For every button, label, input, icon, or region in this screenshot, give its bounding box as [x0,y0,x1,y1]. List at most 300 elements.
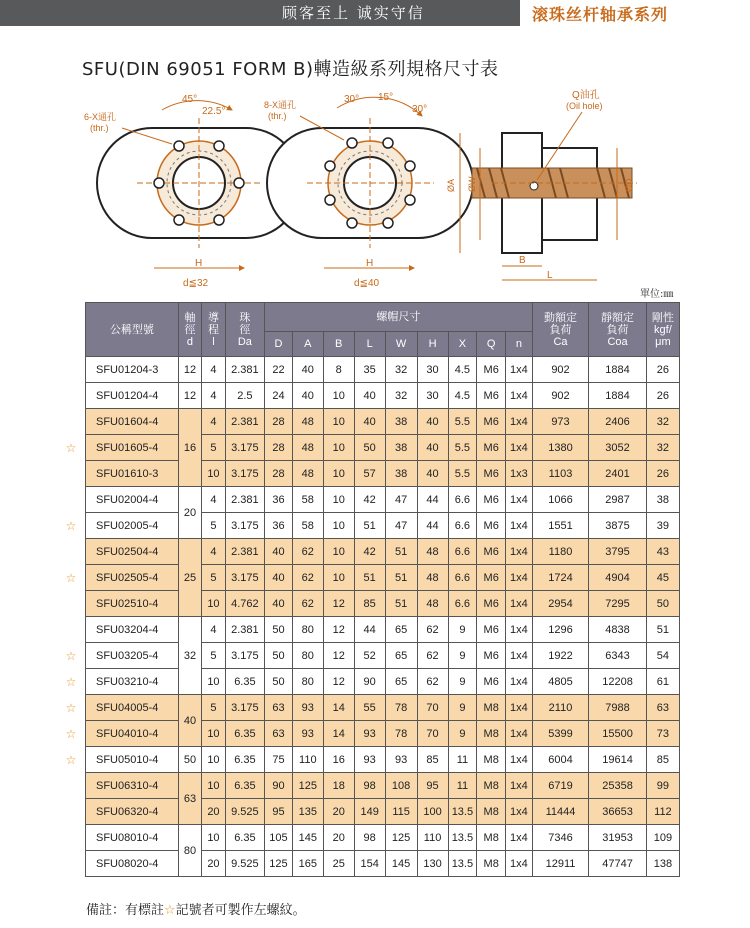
shaft-diameter-cell: 20 [178,487,201,539]
nut-dim-cell-x: 6.6 [448,591,477,617]
nut-dim-cell-a: 48 [292,435,323,461]
angle-label: 45° [182,94,198,105]
lead-cell: 10 [202,825,225,851]
holes-label: 8-X通孔 [264,100,297,110]
table-row [86,435,680,461]
lead-cell: 4 [202,487,225,513]
nut-dim-cell-n: 1x4 [506,487,533,513]
nut-dim-cell-d: 63 [265,721,293,747]
nut-dim-cell-l: 42 [354,487,385,513]
nut-dim-cell-n: 1x4 [506,435,533,461]
rigidity-cell: 85 [646,747,679,773]
nut-dim-cell-a: 80 [292,617,323,643]
nut-dim-cell-d: 125 [265,851,293,877]
nut-dim-cell-h: 30 [417,357,448,383]
rigidity-cell: 51 [646,617,679,643]
nut-dim-cell-q: M8 [477,799,506,825]
static-load-cell: 2401 [589,461,647,487]
nut-dim-cell-h: 48 [417,565,448,591]
nut-dim-cell-w: 78 [385,721,417,747]
dim-h-label: H [195,258,203,269]
nut-dim-cell-a: 48 [292,461,323,487]
ball-diameter-cell: 2.381 [225,617,264,643]
nut-dim-cell-a: 40 [292,383,323,409]
nut-dim-cell-d: 50 [265,669,293,695]
nut-dim-cell-b: 12 [323,669,354,695]
model-cell: SFU01605-4 [86,435,179,461]
lead-cell: 5 [202,435,225,461]
unit-label: 單位:㎜ [640,289,674,300]
static-load-cell: 3795 [589,539,647,565]
table-row [86,487,680,513]
nut-dim-cell-b: 12 [323,591,354,617]
static-load-cell: 19614 [589,747,647,773]
header-col-x: X [448,332,477,357]
table-row [86,851,680,877]
model-cell: SFU05010-4 [86,747,179,773]
dim-b-label: B [519,255,526,266]
nut-dim-cell-b: 10 [323,461,354,487]
nut-dim-cell-a: 145 [292,825,323,851]
nut-dim-cell-x: 5.5 [448,435,477,461]
nut-dim-cell-n: 1x4 [506,591,533,617]
nut-dim-cell-w: 65 [385,669,417,695]
table-row [86,513,680,539]
technical-drawing [82,88,642,288]
dynamic-load-cell: 1180 [532,539,589,565]
header-ball: 珠 徑 Da [225,303,264,357]
ball-diameter-cell: 6.35 [225,669,264,695]
nut-dim-cell-l: 55 [354,695,385,721]
table-row [86,539,680,565]
shaft-diameter-cell: 25 [178,539,201,617]
model-cell: SFU08020-4 [86,851,179,877]
nut-dim-cell-l: 93 [354,747,385,773]
nut-dim-cell-b: 20 [323,799,354,825]
table-row [86,565,680,591]
nut-dim-cell-h: 44 [417,513,448,539]
star-icon: ☆ [65,518,77,533]
nut-dim-cell-l: 42 [354,539,385,565]
nut-dim-cell-a: 165 [292,851,323,877]
nut-dim-cell-x: 6.6 [448,539,477,565]
nut-dim-cell-x: 6.6 [448,513,477,539]
ball-diameter-cell: 9.525 [225,799,264,825]
dynamic-load-cell: 2110 [532,695,589,721]
holes-label: 6-X通孔 [84,112,117,122]
rigidity-cell: 38 [646,487,679,513]
footnote: 備註：有標註☆記號者可製作左螺紋。 [86,903,306,918]
model-cell: SFU03210-4 [86,669,179,695]
nut-dim-cell-n: 1x4 [506,617,533,643]
shaft-diameter-cell: 32 [178,617,201,695]
dim-d-label: d≦32 [183,278,209,288]
dynamic-load-cell: 11444 [532,799,589,825]
dynamic-load-cell: 902 [532,357,589,383]
table-row [86,591,680,617]
nut-dim-cell-x: 13.5 [448,799,477,825]
rigidity-cell: 61 [646,669,679,695]
static-load-cell: 4838 [589,617,647,643]
rigidity-cell: 99 [646,773,679,799]
rigidity-cell: 109 [646,825,679,851]
nut-dim-cell-q: M8 [477,825,506,851]
ball-diameter-cell: 3.175 [225,435,264,461]
nut-dim-cell-w: 108 [385,773,417,799]
nut-dim-cell-q: M6 [477,565,506,591]
nut-dim-cell-b: 12 [323,643,354,669]
nut-dim-cell-a: 58 [292,487,323,513]
star-icon: ☆ [65,700,77,715]
nut-dim-cell-d: 50 [265,643,293,669]
dynamic-load-cell: 1724 [532,565,589,591]
nut-dim-cell-x: 11 [448,773,477,799]
nut-dim-cell-d: 22 [265,357,293,383]
nut-dim-cell-d: 36 [265,487,293,513]
static-load-cell: 15500 [589,721,647,747]
static-load-cell: 4904 [589,565,647,591]
lead-cell: 5 [202,695,225,721]
dynamic-load-cell: 5399 [532,721,589,747]
nut-dim-cell-x: 6.6 [448,565,477,591]
lead-cell: 5 [202,565,225,591]
static-load-cell: 1884 [589,383,647,409]
nut-dim-cell-q: M6 [477,539,506,565]
ball-diameter-cell: 2.381 [225,539,264,565]
dynamic-load-cell: 1551 [532,513,589,539]
dynamic-load-cell: 902 [532,383,589,409]
static-load-cell: 3875 [589,513,647,539]
nut-dim-cell-b: 16 [323,747,354,773]
table-row [86,409,680,435]
nut-dim-cell-a: 125 [292,773,323,799]
table-row [86,357,680,383]
nut-dim-cell-w: 65 [385,643,417,669]
lead-cell: 20 [202,851,225,877]
nut-dim-cell-n: 1x4 [506,643,533,669]
nut-dim-cell-b: 14 [323,695,354,721]
nut-dim-cell-a: 62 [292,591,323,617]
table-row [86,695,680,721]
nut-dim-cell-l: 85 [354,591,385,617]
nut-dim-cell-n: 1x4 [506,409,533,435]
table-row [86,383,680,409]
nut-dim-cell-b: 10 [323,539,354,565]
header-model: 公稱型號 [86,303,179,357]
nut-dim-cell-d: 50 [265,617,293,643]
nut-dim-cell-a: 62 [292,565,323,591]
dynamic-load-cell: 1103 [532,461,589,487]
nut-dim-cell-a: 62 [292,539,323,565]
nut-dim-cell-d: 40 [265,539,293,565]
nut-dim-cell-d: 40 [265,591,293,617]
nut-dim-cell-q: M6 [477,591,506,617]
shaft-diameter-cell: 40 [178,695,201,747]
nut-dim-cell-a: 110 [292,747,323,773]
oil-hole-label: Q油孔 [572,90,600,101]
table-row [86,617,680,643]
nut-dim-cell-d: 90 [265,773,293,799]
angle-label: 15° [378,92,394,103]
lead-cell: 5 [202,513,225,539]
nut-dim-cell-q: M6 [477,383,506,409]
nut-dim-cell-l: 93 [354,721,385,747]
nut-dim-cell-h: 62 [417,669,448,695]
model-cell: SFU08010-4 [86,825,179,851]
rigidity-cell: 39 [646,513,679,539]
header-col-w: W [385,332,417,357]
nut-dim-cell-d: 28 [265,461,293,487]
rigidity-cell: 43 [646,539,679,565]
angle-label: 30° [412,104,428,115]
dim-d-label: d≦40 [354,278,380,288]
table-row [86,825,680,851]
nut-dim-cell-a: 58 [292,513,323,539]
nut-dim-cell-h: 30 [417,383,448,409]
model-cell: SFU03204-4 [86,617,179,643]
nut-dim-cell-q: M8 [477,747,506,773]
header-col-a: A [292,332,323,357]
lead-cell: 10 [202,461,225,487]
nut-dim-cell-q: M8 [477,773,506,799]
header-col-h: H [417,332,448,357]
nut-dim-cell-n: 1x3 [506,461,533,487]
dynamic-load-cell: 4805 [532,669,589,695]
dynamic-load-cell: 1066 [532,487,589,513]
dim-w-label: ØW [467,176,477,192]
banner-motto: 顾客至上 诚实守信 [282,4,425,22]
nut-dim-cell-b: 10 [323,409,354,435]
nut-dim-cell-n: 1x4 [506,825,533,851]
model-cell: SFU01604-4 [86,409,179,435]
nut-dim-cell-n: 1x4 [506,851,533,877]
lead-cell: 20 [202,799,225,825]
spec-table [85,302,680,877]
nut-dim-cell-n: 1x4 [506,695,533,721]
flange-8-hole-drawing [264,92,473,288]
nut-dim-cell-x: 13.5 [448,851,477,877]
nut-dim-cell-n: 1x4 [506,383,533,409]
model-cell: SFU01204-3 [86,357,179,383]
static-load-cell: 2987 [589,487,647,513]
static-load-cell: 25358 [589,773,647,799]
nut-dim-cell-w: 145 [385,851,417,877]
nut-dim-cell-q: M6 [477,513,506,539]
model-cell: SFU04005-4 [86,695,179,721]
model-cell: SFU01204-4 [86,383,179,409]
nut-dim-cell-b: 20 [323,825,354,851]
nut-dim-cell-d: 36 [265,513,293,539]
lead-cell: 10 [202,591,225,617]
nut-dim-cell-x: 5.5 [448,409,477,435]
dynamic-load-cell: 1380 [532,435,589,461]
model-cell: SFU01610-3 [86,461,179,487]
dim-d-label: ØD [624,178,634,192]
ball-diameter-cell: 4.762 [225,591,264,617]
rigidity-cell: 50 [646,591,679,617]
nut-dim-cell-b: 10 [323,487,354,513]
dynamic-load-cell: 6719 [532,773,589,799]
ball-diameter-cell: 9.525 [225,851,264,877]
dynamic-load-cell: 1296 [532,617,589,643]
star-icon: ☆ [65,570,77,585]
nut-dim-cell-q: M8 [477,851,506,877]
nut-dim-cell-a: 135 [292,799,323,825]
nut-dim-cell-q: M6 [477,409,506,435]
lead-cell: 4 [202,383,225,409]
nut-dim-cell-b: 10 [323,435,354,461]
nut-dim-cell-x: 4.5 [448,357,477,383]
nut-dim-cell-n: 1x4 [506,565,533,591]
model-cell: SFU02510-4 [86,591,179,617]
table-row [86,461,680,487]
header-nut: 螺帽尺寸 [265,303,533,332]
holes-sub-label: (thr.) [90,123,109,133]
nut-dim-cell-a: 48 [292,409,323,435]
nut-dim-cell-q: M6 [477,357,506,383]
dynamic-load-cell: 12911 [532,851,589,877]
rigidity-cell: 32 [646,435,679,461]
table-row [86,669,680,695]
model-cell: SFU02505-4 [86,565,179,591]
lead-cell: 10 [202,773,225,799]
rigidity-cell: 138 [646,851,679,877]
nut-dim-cell-n: 1x4 [506,747,533,773]
nut-dim-cell-q: M6 [477,487,506,513]
nut-dim-cell-h: 40 [417,461,448,487]
ball-diameter-cell: 2.381 [225,357,264,383]
rigidity-cell: 32 [646,409,679,435]
model-cell: SFU02004-4 [86,487,179,513]
table-row [86,773,680,799]
nut-dim-cell-x: 9 [448,617,477,643]
lead-cell: 10 [202,669,225,695]
nut-dim-cell-l: 51 [354,513,385,539]
nut-dim-cell-d: 95 [265,799,293,825]
nut-dim-cell-w: 65 [385,617,417,643]
product-line-label: 滚珠丝杆轴承系列 [532,5,669,24]
oil-hole-sub-label: (Oil hole) [566,101,603,111]
header-col-n: n [506,332,533,357]
model-cell: SFU03205-4 [86,643,179,669]
nut-dim-cell-h: 40 [417,409,448,435]
lead-cell: 10 [202,747,225,773]
nut-dim-cell-h: 70 [417,721,448,747]
nut-dim-cell-x: 6.6 [448,487,477,513]
nut-dim-cell-h: 85 [417,747,448,773]
nut-dim-cell-q: M6 [477,617,506,643]
nut-dim-cell-h: 48 [417,591,448,617]
nut-dim-cell-w: 125 [385,825,417,851]
static-load-cell: 31953 [589,825,647,851]
nut-dim-cell-d: 28 [265,435,293,461]
nut-dim-cell-n: 1x4 [506,669,533,695]
nut-dim-cell-l: 149 [354,799,385,825]
star-icon: ☆ [65,674,77,689]
nut-dim-cell-b: 12 [323,617,354,643]
header-dynamic-load: 動額定 負荷 Ca [532,303,589,357]
table-row [86,643,680,669]
nut-dim-cell-x: 9 [448,721,477,747]
model-cell: SFU04010-4 [86,721,179,747]
shaft-diameter-cell: 50 [178,747,201,773]
table-row [86,799,680,825]
static-load-cell: 36653 [589,799,647,825]
nut-dim-cell-x: 9 [448,643,477,669]
nut-dim-cell-d: 63 [265,695,293,721]
page-title: SFU(DIN 69051 FORM B)轉造級系列規格尺寸表 [82,59,499,80]
nut-dim-cell-n: 1x4 [506,773,533,799]
lead-cell: 4 [202,617,225,643]
rigidity-cell: 112 [646,799,679,825]
nut-dim-cell-a: 93 [292,721,323,747]
ball-diameter-cell: 3.175 [225,643,264,669]
nut-dim-cell-b: 8 [323,357,354,383]
lead-cell: 10 [202,721,225,747]
model-cell: SFU06310-4 [86,773,179,799]
angle-label: 22.5° [202,106,226,117]
nut-dim-cell-q: M6 [477,669,506,695]
header-rigidity: 剛性 kgf/ μm [646,303,679,357]
nut-dim-cell-w: 47 [385,487,417,513]
nut-dim-cell-w: 51 [385,539,417,565]
shaft-diameter-cell: 63 [178,773,201,825]
nut-dim-cell-l: 44 [354,617,385,643]
shaft-diameter-cell: 12 [178,383,201,409]
nut-dim-cell-l: 50 [354,435,385,461]
lead-cell: 5 [202,643,225,669]
static-load-cell: 47747 [589,851,647,877]
dynamic-load-cell: 1922 [532,643,589,669]
nut-dim-cell-q: M6 [477,643,506,669]
nut-dim-cell-w: 32 [385,357,417,383]
nut-dim-cell-n: 1x4 [506,721,533,747]
nut-dim-cell-a: 40 [292,357,323,383]
star-icon: ☆ [65,752,77,767]
dynamic-load-cell: 6004 [532,747,589,773]
rigidity-cell: 45 [646,565,679,591]
nut-dim-cell-h: 40 [417,435,448,461]
header-col-l: L [354,332,385,357]
lead-cell: 4 [202,539,225,565]
nut-dim-cell-h: 62 [417,643,448,669]
dim-l-label: L [547,270,553,281]
nut-side-view-drawing [446,88,637,281]
star-icon: ☆ [164,903,176,918]
nut-dim-cell-q: M8 [477,721,506,747]
nut-dim-cell-d: 105 [265,825,293,851]
lead-cell: 4 [202,409,225,435]
nut-dim-cell-w: 32 [385,383,417,409]
table-row [86,747,680,773]
ball-diameter-cell: 6.35 [225,721,264,747]
model-cell: SFU02005-4 [86,513,179,539]
nut-dim-cell-w: 38 [385,461,417,487]
nut-dim-cell-l: 57 [354,461,385,487]
header-static-load: 靜額定 負荷 Coa [589,303,647,357]
static-load-cell: 6343 [589,643,647,669]
ball-diameter-cell: 3.175 [225,513,264,539]
nut-dim-cell-b: 18 [323,773,354,799]
lead-cell: 4 [202,357,225,383]
nut-dim-cell-b: 14 [323,721,354,747]
dynamic-load-cell: 2954 [532,591,589,617]
nut-dim-cell-d: 75 [265,747,293,773]
nut-dim-cell-h: 70 [417,695,448,721]
ball-diameter-cell: 2.5 [225,383,264,409]
nut-dim-cell-d: 40 [265,565,293,591]
nut-dim-cell-b: 10 [323,513,354,539]
